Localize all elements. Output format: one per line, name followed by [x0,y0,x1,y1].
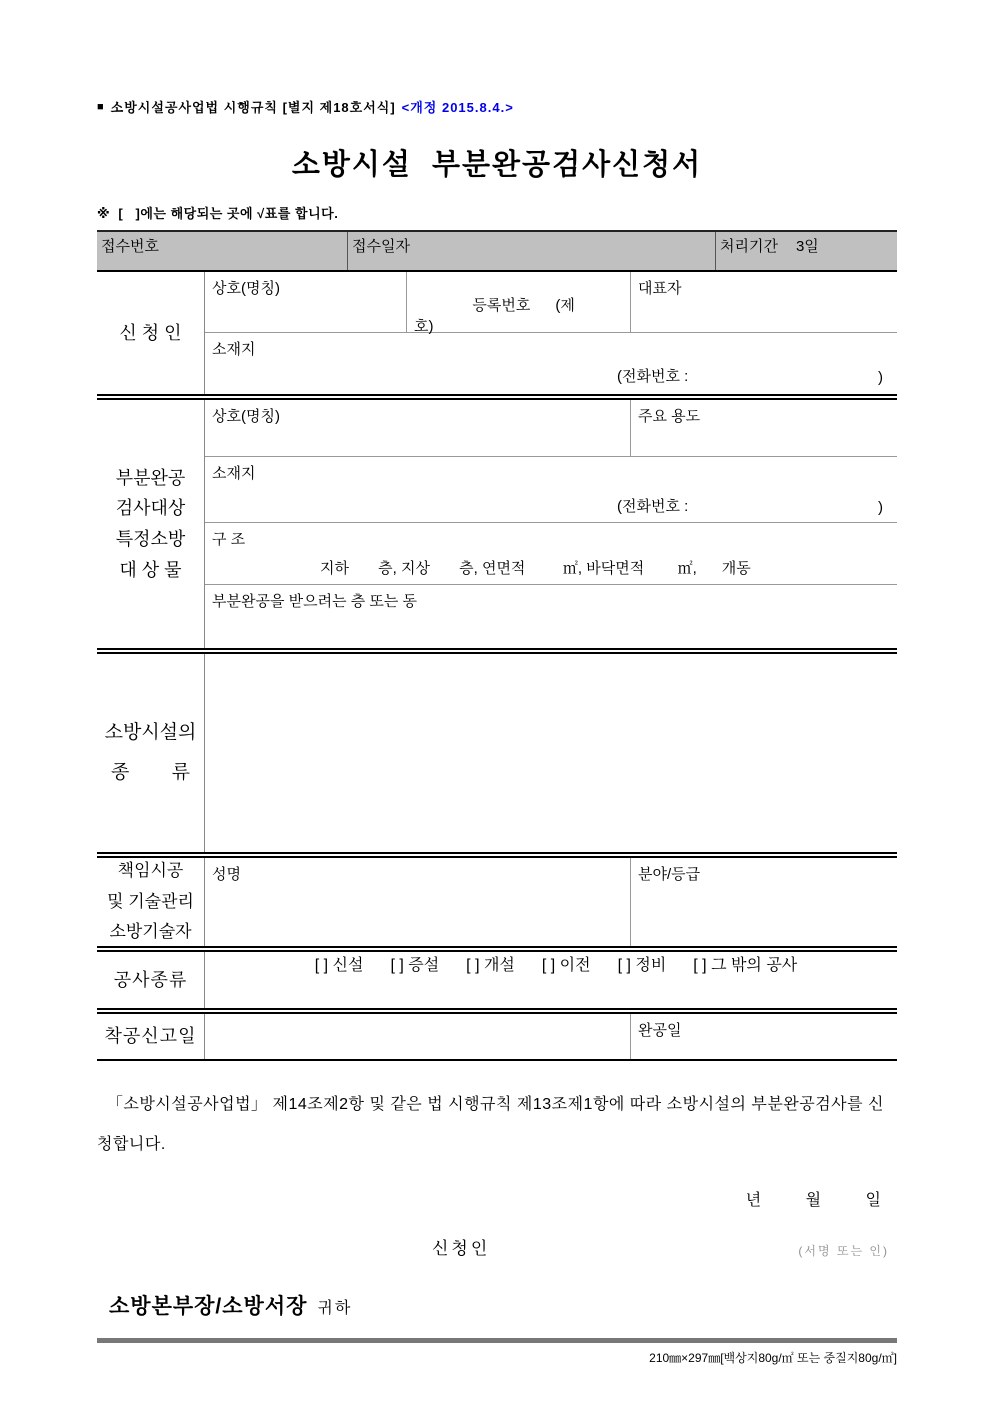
engineer-field-grade-label: 분야/등급 [638,866,701,883]
start-report-date-input-cell[interactable] [205,1014,630,1059]
checkbox-option-maintenance[interactable]: [ ] 정비 [617,957,667,974]
dates-section [97,1014,897,1061]
target-main-use-label: 주요 용도 [638,408,701,425]
start-report-date-label-cell [97,1014,205,1059]
receipt-number-cell[interactable] [97,232,347,270]
form-reference-line [97,97,897,116]
applicant-registration-cell[interactable] [406,272,630,335]
target-structure-cell[interactable] [205,523,897,584]
applicant-company-cell[interactable] [205,272,406,332]
target-structure-label: 구 조 [212,531,246,548]
facility-label-line1: 소방시설의 [104,722,197,744]
processing-period-value: 3일 [795,238,819,255]
applicant-section [97,272,897,394]
declaration-text: 「소방시설공사업법」 제14조제2항 및 같은 법 시행규칙 제13조제1항에 따라 소방시설의 부분완공검사를 신청합니다. [97,1096,884,1153]
responsible-engineer-label [97,858,205,946]
target-main-use-cell[interactable] [630,400,897,456]
receipt-date-label: 접수일자 [352,238,410,255]
applicant-phone-label: (전화번호 : [617,368,689,385]
completion-date-cell[interactable] [630,1014,897,1059]
signature-or-seal-note: (서명 또는 인) [798,1244,889,1258]
construction-type-section [97,952,897,1008]
receipt-date-cell[interactable] [347,232,715,270]
checkbox-option-relocation[interactable]: [ ] 이전 [541,957,591,974]
applicant-registration-label: 등록번호 (제 호) [414,297,609,335]
receipt-header-row [97,230,897,272]
checkbox-option-new[interactable]: [ ] 신설 [314,957,364,974]
square-bullet-icon: ■ [97,100,105,113]
construction-type-label-text: 공사종류 [113,969,188,990]
fire-facility-types-input-area[interactable] [205,654,897,852]
footer-divider-bar [97,1338,897,1343]
applicant-address-cell[interactable] [205,333,897,392]
recipient-line [97,1290,897,1320]
target-company-cell[interactable] [205,400,630,456]
applicant-address-label: 소재지 [212,341,256,358]
fire-facility-types-label [97,654,205,852]
signature-applicant-label: 신청인 [432,1239,491,1258]
application-form-table [97,230,897,1061]
target-phone-label: (전화번호 : [617,498,689,515]
target-company-label: 상호(명칭) [212,408,280,425]
checkbox-option-other[interactable]: [ ] 그 밖의 공사 [693,957,798,974]
receipt-number-label: 접수번호 [101,238,159,255]
target-address-label: 소재지 [212,465,256,482]
partial-completion-floors-label: 부분완공을 받으려는 층 또는 동 [212,593,418,610]
applicant-phone-close-paren: ) [878,369,883,386]
revision-note: <개정 2015.8.4.> [401,100,514,115]
paper-spec-text: 210㎜×297㎜[백상지80g/㎡ 또는 중질지80g/㎡] [649,1351,897,1365]
engineer-name-label: 성명 [212,866,241,883]
applicant-section-label [97,272,205,394]
target-address-cell[interactable] [205,457,897,522]
engineer-field-grade-cell[interactable] [630,858,897,946]
target-property-section [97,400,897,648]
applicant-representative-label: 대표자 [638,280,682,297]
partial-completion-floors-cell[interactable] [205,585,897,648]
checkbox-instruction-note: ※ [ ]에는 해당되는 곳에 √표를 합니다. [97,206,339,221]
recipient-honorific: 귀하 [317,1300,353,1317]
form-content [97,0,897,1366]
checkbox-option-alteration[interactable]: [ ] 개설 [466,957,515,974]
target-label-line4: 대 상 물 [119,559,182,580]
checkbox-option-extension[interactable]: [ ] 증설 [390,957,440,974]
page-title: 소방시설 부분완공검사신청서 [291,149,703,181]
construction-type-label [97,952,205,1008]
start-report-date-label: 착공신고일 [104,1026,197,1047]
responsible-engineer-section [97,858,897,946]
signature-line [97,1234,897,1260]
recipient-title: 소방본부장/소방서장 [109,1295,308,1318]
target-property-section-label [97,400,205,648]
processing-period-cell [715,232,897,270]
fire-facility-types-section [97,654,897,852]
form-reference-text: 소방시설공사업법 시행규칙 [별지 제18호서식] [110,100,396,115]
processing-period-label: 처리기간 [720,238,778,255]
engineer-label-line2: 및 기술관리 [107,891,194,911]
completion-date-label: 완공일 [638,1022,682,1039]
applicant-company-label: 상호(명칭) [212,280,280,297]
engineer-label-line1: 책임시공 [117,861,184,881]
target-label-line3: 특정소방 [115,529,186,549]
engineer-name-cell[interactable] [205,858,630,946]
applicant-representative-cell[interactable] [630,272,897,332]
target-phone-close-paren: ) [878,499,883,516]
target-label-line2: 검사대상 [115,498,186,519]
target-label-line1: 부분완공 [115,467,186,488]
engineer-label-line3: 소방기술자 [109,922,192,942]
date-placeholder-line: 년 월 일 [745,1192,881,1209]
target-structure-detail: 지하 층, 지상 층, 연면적 ㎡, 바닥면적 ㎡, 개동 [320,560,751,577]
applicant-label-text: 신 청 인 [119,322,182,343]
facility-label-line2: 종 류 [111,762,190,783]
